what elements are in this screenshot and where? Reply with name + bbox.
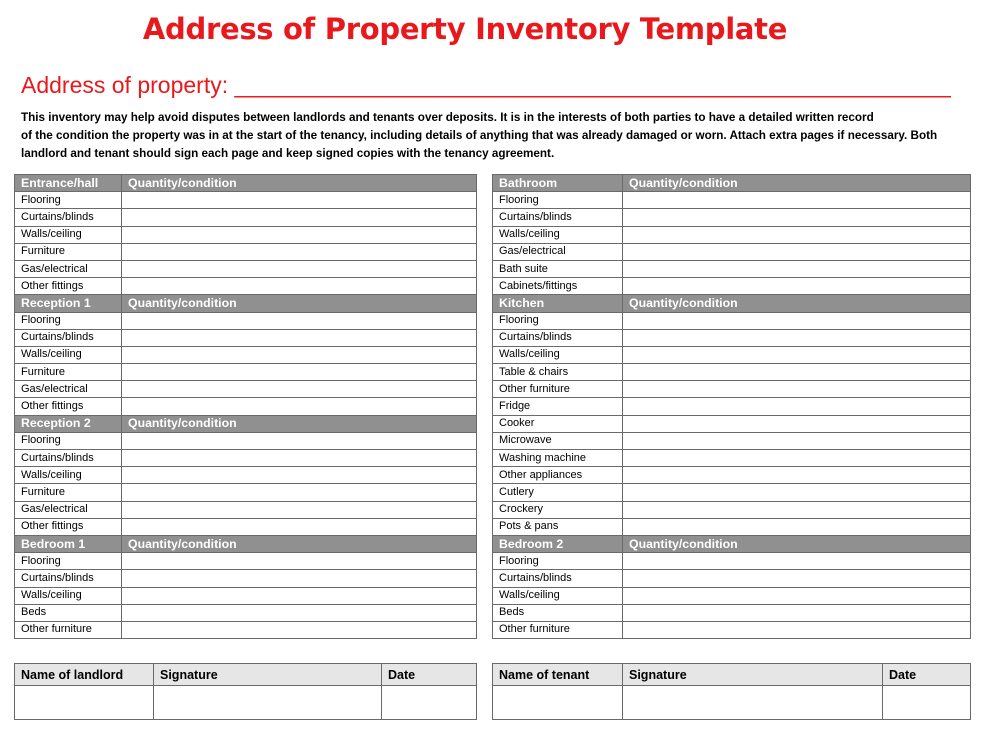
section-header-bedroom-1	[15, 535, 477, 552]
condition-cell[interactable]	[623, 398, 971, 415]
section-header-reception-1	[15, 295, 477, 312]
inventory-row	[15, 484, 477, 501]
item-label: Bath suite	[493, 260, 623, 277]
inventory-row	[493, 621, 971, 638]
condition-cell[interactable]	[122, 243, 477, 260]
item-label: Microwave	[493, 432, 623, 449]
inventory-row	[493, 398, 971, 415]
tenant-signature-header: Signature	[623, 664, 883, 686]
item-label: Curtains/blinds	[15, 209, 122, 226]
inventory-row	[493, 432, 971, 449]
intro-line: of the condition the property was in at the start of the tenancy, including details of anything that was already damaged or worn. Attach extra pages if necessary. Both	[21, 129, 938, 142]
condition-cell[interactable]	[122, 432, 477, 449]
intro-paragraph	[21, 109, 971, 163]
condition-cell[interactable]	[122, 450, 477, 467]
intro-line: landlord and tenant should sign each page and keep signed copies with the tenancy agreement.	[21, 147, 555, 160]
condition-cell[interactable]	[623, 278, 971, 295]
inventory-row	[493, 364, 971, 381]
condition-column-header: Quantity/condition	[122, 175, 477, 192]
inventory-row	[15, 192, 477, 209]
condition-column-header: Quantity/condition	[623, 295, 971, 312]
condition-cell[interactable]	[623, 467, 971, 484]
condition-cell[interactable]	[623, 192, 971, 209]
item-label: Fridge	[493, 398, 623, 415]
inventory-row	[493, 226, 971, 243]
condition-cell[interactable]	[623, 484, 971, 501]
item-label: Table & chairs	[493, 364, 623, 381]
condition-cell[interactable]	[122, 587, 477, 604]
item-label: Curtains/blinds	[15, 450, 122, 467]
inventory-row	[15, 260, 477, 277]
inventory-row	[15, 364, 477, 381]
condition-cell[interactable]	[623, 243, 971, 260]
condition-cell[interactable]	[122, 467, 477, 484]
item-label: Flooring	[15, 312, 122, 329]
item-label: Washing machine	[493, 450, 623, 467]
inventory-row	[15, 501, 477, 518]
item-label: Gas/electrical	[15, 501, 122, 518]
inventory-row	[15, 518, 477, 535]
inventory-row	[15, 346, 477, 363]
condition-column-header: Quantity/condition	[623, 535, 971, 552]
condition-cell[interactable]	[122, 570, 477, 587]
condition-cell[interactable]	[122, 501, 477, 518]
inventory-row	[15, 621, 477, 638]
item-label: Beds	[493, 604, 623, 621]
condition-cell[interactable]	[623, 604, 971, 621]
section-header-kitchen	[493, 295, 971, 312]
condition-cell[interactable]	[122, 553, 477, 570]
inventory-row	[493, 278, 971, 295]
item-label: Walls/ceiling	[15, 226, 122, 243]
item-label: Curtains/blinds	[15, 329, 122, 346]
item-label: Flooring	[15, 192, 122, 209]
item-label: Gas/electrical	[15, 381, 122, 398]
section-title: Bathroom	[493, 175, 623, 192]
condition-cell[interactable]	[623, 346, 971, 363]
condition-cell[interactable]	[122, 278, 477, 295]
section-header-reception-2	[15, 415, 477, 432]
section-title: Entrance/hall	[15, 175, 122, 192]
tenant-name-header: Name of tenant	[493, 664, 623, 686]
condition-cell[interactable]	[623, 450, 971, 467]
item-label: Flooring	[493, 192, 623, 209]
tenant-signature-table	[492, 663, 971, 720]
inventory-row	[15, 329, 477, 346]
condition-cell[interactable]	[122, 346, 477, 363]
item-label: Curtains/blinds	[493, 329, 623, 346]
inventory-row	[493, 553, 971, 570]
item-label: Walls/ceiling	[15, 467, 122, 484]
condition-cell[interactable]	[122, 312, 477, 329]
inventory-row	[15, 467, 477, 484]
inventory-table-left	[14, 174, 477, 639]
item-label: Walls/ceiling	[493, 587, 623, 604]
item-label: Walls/ceiling	[15, 346, 122, 363]
inventory-row	[15, 553, 477, 570]
condition-cell[interactable]	[623, 587, 971, 604]
condition-cell[interactable]	[122, 226, 477, 243]
item-label: Flooring	[15, 432, 122, 449]
inventory-row	[493, 604, 971, 621]
tenant-signature-field[interactable]	[623, 686, 883, 720]
section-header-entrance-hall	[15, 175, 477, 192]
item-label: Other furniture	[15, 621, 122, 638]
inventory-row	[493, 570, 971, 587]
condition-cell[interactable]	[122, 604, 477, 621]
item-label: Pots & pans	[493, 518, 623, 535]
condition-cell[interactable]	[122, 398, 477, 415]
landlord-name-field[interactable]	[15, 686, 154, 720]
condition-cell[interactable]	[623, 260, 971, 277]
item-label: Flooring	[493, 553, 623, 570]
condition-cell[interactable]	[623, 415, 971, 432]
item-label: Furniture	[15, 484, 122, 501]
item-label: Other fittings	[15, 518, 122, 535]
condition-cell[interactable]	[623, 621, 971, 638]
inventory-row	[15, 243, 477, 260]
condition-column-header: Quantity/condition	[122, 415, 477, 432]
inventory-row	[15, 209, 477, 226]
inventory-row	[493, 501, 971, 518]
tenant-date-field[interactable]	[883, 686, 971, 720]
item-label: Walls/ceiling	[15, 587, 122, 604]
inventory-row	[493, 209, 971, 226]
item-label: Gas/electrical	[493, 243, 623, 260]
condition-cell[interactable]	[122, 518, 477, 535]
condition-cell[interactable]	[623, 312, 971, 329]
inventory-row	[15, 278, 477, 295]
condition-cell[interactable]	[623, 329, 971, 346]
inventory-row	[493, 260, 971, 277]
inventory-row	[15, 312, 477, 329]
item-label: Other furniture	[493, 381, 623, 398]
landlord-name-header: Name of landlord	[15, 664, 154, 686]
item-label: Furniture	[15, 364, 122, 381]
condition-cell[interactable]	[122, 484, 477, 501]
landlord-date-field[interactable]	[382, 686, 477, 720]
inventory-row	[493, 415, 971, 432]
inventory-row	[493, 346, 971, 363]
condition-column-header: Quantity/condition	[623, 175, 971, 192]
condition-cell[interactable]	[122, 209, 477, 226]
inventory-row	[493, 243, 971, 260]
item-label: Other furniture	[493, 621, 623, 638]
item-label: Flooring	[493, 312, 623, 329]
item-label: Curtains/blinds	[493, 570, 623, 587]
item-label: Cabinets/fittings	[493, 278, 623, 295]
inventory-table-right	[492, 174, 971, 639]
inventory-row	[15, 450, 477, 467]
condition-cell[interactable]	[122, 364, 477, 381]
condition-column-header: Quantity/condition	[122, 535, 477, 552]
condition-cell[interactable]	[623, 501, 971, 518]
section-title: Reception 1	[15, 295, 122, 312]
intro-line: This inventory may help avoid disputes between landlords and tenants over deposits. It is in the interests of both parties to have a detailed written record	[21, 111, 874, 124]
item-label: Cutlery	[493, 484, 623, 501]
condition-cell[interactable]	[122, 329, 477, 346]
inventory-row	[15, 604, 477, 621]
item-label: Other fittings	[15, 278, 122, 295]
condition-cell[interactable]	[122, 192, 477, 209]
section-title: Reception 2	[15, 415, 122, 432]
inventory-row	[15, 587, 477, 604]
inventory-row	[493, 450, 971, 467]
item-label: Gas/electrical	[15, 260, 122, 277]
condition-cell[interactable]	[623, 570, 971, 587]
tenant-name-field[interactable]	[493, 686, 623, 720]
inventory-row	[493, 518, 971, 535]
inventory-row	[15, 570, 477, 587]
inventory-row	[493, 329, 971, 346]
inventory-row	[493, 484, 971, 501]
landlord-signature-header: Signature	[154, 664, 382, 686]
inventory-row	[493, 192, 971, 209]
condition-column-header: Quantity/condition	[122, 295, 477, 312]
landlord-signature-field[interactable]	[154, 686, 382, 720]
condition-cell[interactable]	[623, 553, 971, 570]
condition-cell[interactable]	[122, 260, 477, 277]
section-header-bedroom-2	[493, 535, 971, 552]
condition-cell[interactable]	[623, 381, 971, 398]
condition-cell[interactable]	[623, 209, 971, 226]
item-label: Other fittings	[15, 398, 122, 415]
item-label: Walls/ceiling	[493, 226, 623, 243]
address-of-property-field[interactable]: Address of property: ________________________________________________________	[21, 72, 951, 98]
condition-cell[interactable]	[623, 364, 971, 381]
section-title: Bedroom 1	[15, 535, 122, 552]
section-header-bathroom	[493, 175, 971, 192]
inventory-row	[493, 312, 971, 329]
section-title: Bedroom 2	[493, 535, 623, 552]
inventory-row	[493, 381, 971, 398]
inventory-row	[15, 432, 477, 449]
item-label: Curtains/blinds	[15, 570, 122, 587]
item-label: Curtains/blinds	[493, 209, 623, 226]
item-label: Crockery	[493, 501, 623, 518]
inventory-row	[15, 398, 477, 415]
inventory-row	[493, 587, 971, 604]
item-label: Flooring	[15, 553, 122, 570]
inventory-row	[493, 467, 971, 484]
item-label: Beds	[15, 604, 122, 621]
tenant-date-header: Date	[883, 664, 971, 686]
condition-cell[interactable]	[623, 432, 971, 449]
condition-cell[interactable]	[122, 621, 477, 638]
item-label: Other appliances	[493, 467, 623, 484]
landlord-date-header: Date	[382, 664, 477, 686]
item-label: Walls/ceiling	[493, 346, 623, 363]
condition-cell[interactable]	[623, 518, 971, 535]
section-title: Kitchen	[493, 295, 623, 312]
item-label: Furniture	[15, 243, 122, 260]
condition-cell[interactable]	[122, 381, 477, 398]
condition-cell[interactable]	[623, 226, 971, 243]
inventory-row	[15, 226, 477, 243]
landlord-signature-table	[14, 663, 477, 720]
item-label: Cooker	[493, 415, 623, 432]
inventory-row	[15, 381, 477, 398]
document-title: Address of Property Inventory Template	[142, 12, 788, 46]
